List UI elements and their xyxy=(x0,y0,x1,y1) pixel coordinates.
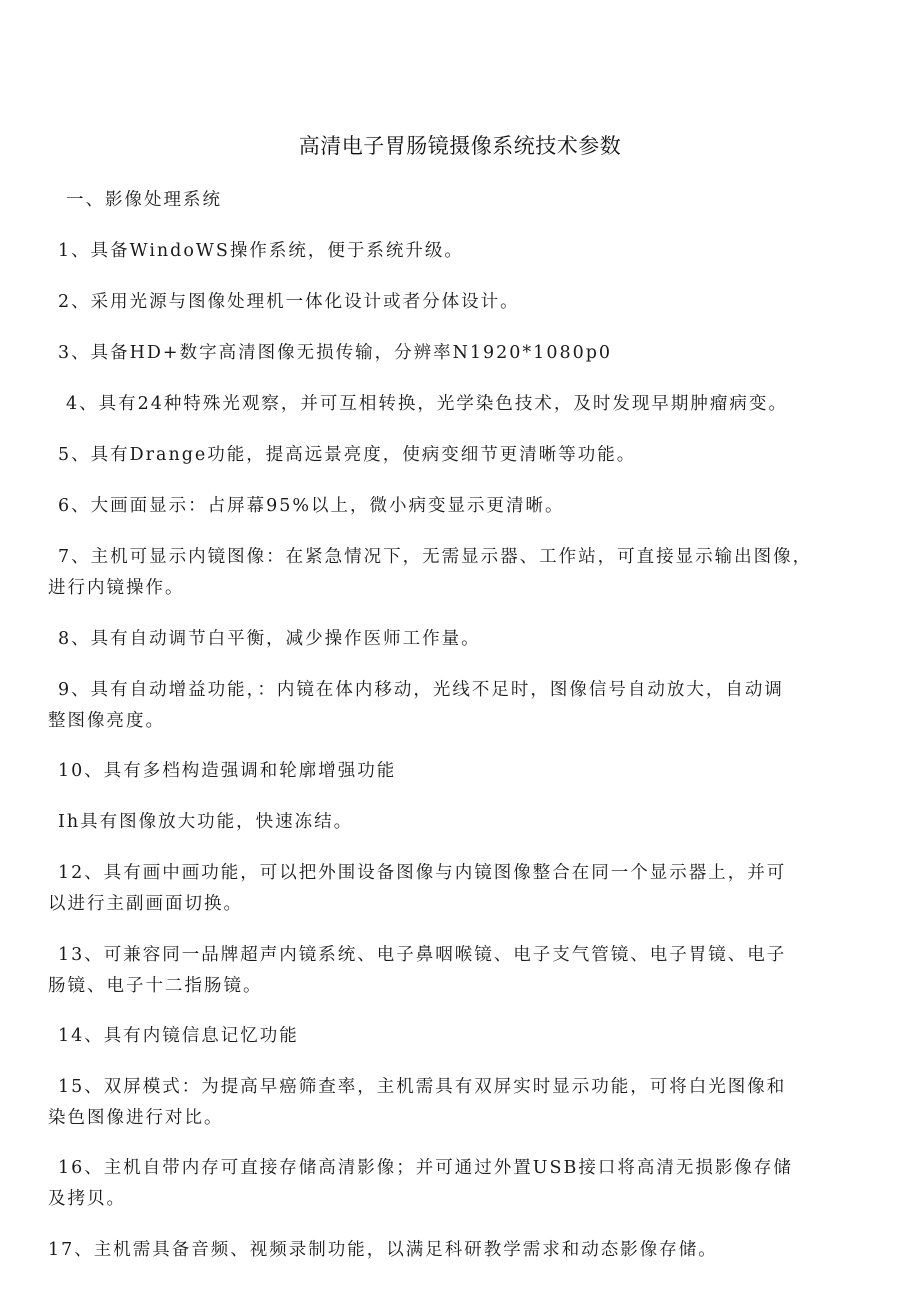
spec-item-11 xyxy=(48,807,898,838)
spec-item-5 xyxy=(48,440,898,471)
spec-item-11-line-1: Ih具有图像放大功能，快速冻结。 xyxy=(58,812,354,832)
spec-item-10-line-1: 10、具有多档构造强调和轮廓增强功能 xyxy=(58,761,397,781)
spec-item-9 xyxy=(48,675,898,737)
spec-item-1 xyxy=(48,236,898,267)
spec-item-12-line-1: 12、具有画中画功能，可以把外围设备图像与内镜图像整合在同一个显示器上，并可 xyxy=(58,863,787,883)
spec-item-14 xyxy=(48,1021,898,1052)
spec-item-10 xyxy=(48,756,898,787)
spec-item-9-line-2: 整图像亮度。 xyxy=(48,711,165,731)
spec-item-17 xyxy=(48,1235,898,1266)
spec-item-8 xyxy=(48,624,898,655)
spec-item-4 xyxy=(48,389,898,420)
spec-item-2-line-1: 2、采用光源与图像处理机一体化设计或者分体设计。 xyxy=(58,292,520,312)
document-title: 高清电子胃肠镜摄像系统技术参数 xyxy=(298,134,622,158)
spec-item-16 xyxy=(48,1153,898,1215)
spec-item-3-line-1: 3、具备HD+数字高清图像无损传输，分辨率N1920*1080p0 xyxy=(58,343,613,363)
spec-item-7-line-2: 进行内镜操作。 xyxy=(48,578,185,598)
spec-item-5-line-1: 5、具有Drange功能，提高远景亮度，使病变细节更清晰等功能。 xyxy=(58,445,637,465)
section-heading: 一、影像处理系统 xyxy=(66,190,222,210)
spec-item-16-line-2: 及拷贝。 xyxy=(48,1189,126,1209)
spec-item-4-line-1: 4、具有24种特殊光观察，并可互相转换，光学染色技术，及时发现早期肿瘤病变。 xyxy=(66,394,788,414)
spec-item-6 xyxy=(48,491,898,522)
spec-item-15-line-1: 15、双屏模式：为提高早癌筛查率，主机需具有双屏实时显示功能，可将白光图像和 xyxy=(58,1077,787,1097)
spec-item-13-line-2: 肠镜、电子十二指肠镜。 xyxy=(48,976,263,996)
spec-item-15 xyxy=(48,1072,898,1134)
spec-item-13-line-1: 13、可兼容同一品牌超声内镜系统、电子鼻咽喉镜、电子支气管镜、电子胃镜、电子 xyxy=(58,945,787,965)
spec-item-14-line-1: 14、具有内镜信息记忆功能 xyxy=(58,1026,299,1046)
spec-item-9-line-1: 9、具有自动增益功能，：内镜在体内移动，光线不足时，图像信号自动放大，自动调 xyxy=(58,680,784,700)
spec-item-2 xyxy=(48,287,898,318)
spec-item-12-line-2: 以进行主副画面切换。 xyxy=(48,894,243,914)
spec-item-12 xyxy=(48,858,898,920)
spec-item-3 xyxy=(48,338,898,369)
spec-item-6-line-1: 6、大画面显示：占屏幕95%以上，微小病变显示更清晰。 xyxy=(58,496,565,516)
spec-item-15-line-2: 染色图像进行对比。 xyxy=(48,1108,224,1128)
spec-item-17-line-1: 17、主机需具备音频、视频录制功能，以满足科研教学需求和动态影像存储。 xyxy=(48,1240,718,1260)
spec-item-7-line-1: 7、主机可显示内镜图像：在紧急情况下，无需显示器、工作站，可直接显示输出图像， xyxy=(58,547,813,567)
spec-item-8-line-1: 8、具有自动调节白平衡，减少操作医师工作量。 xyxy=(58,629,481,649)
spec-item-16-line-1: 16、主机自带内存可直接存储高清影像；并可通过外置USB接口将高清无损影像存储 xyxy=(58,1158,793,1178)
spec-item-13 xyxy=(48,940,898,1002)
spec-item-7 xyxy=(48,542,898,604)
spec-item-1-line-1: 1、具备WindoWS操作系统，便于系统升级。 xyxy=(58,241,464,261)
